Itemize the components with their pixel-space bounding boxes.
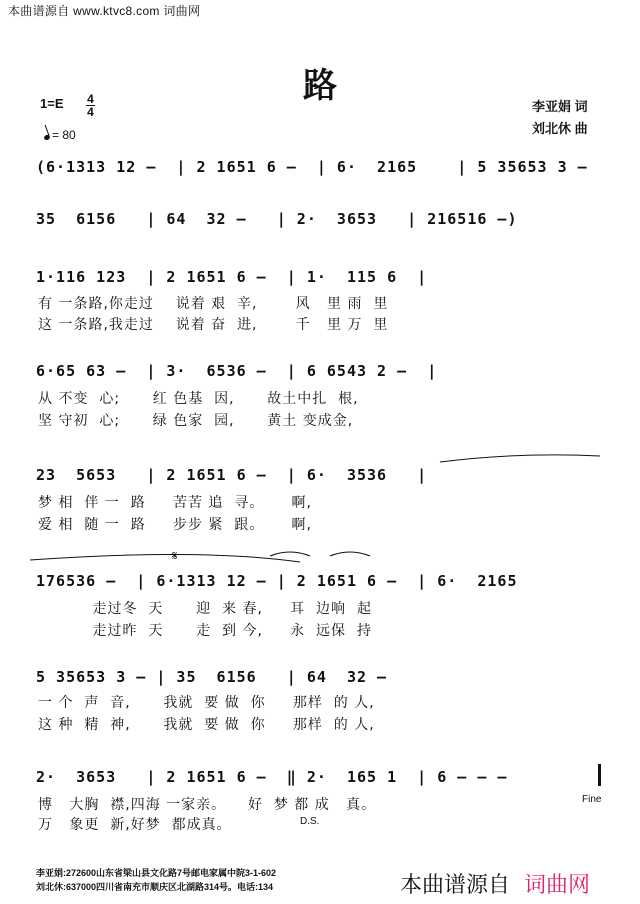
key-signature: 1=E [40,96,64,111]
watermark [400,868,590,899]
lyric-row-6-verse-1: 走过冬 天 迎 来 春, 耳 边响 起 [38,601,372,617]
tempo-value: = 80 [52,128,76,142]
fine-mark: Fine [582,794,602,805]
lyric-row-8-verse-1: 博 大胸 襟,四海 一家亲。 好 梦 都 成 真。 [38,797,377,813]
notation-row-2: 35 6156 | 64 32 – | 2· 3653 | 216516 –) [36,210,518,228]
time-top: 4 [87,92,94,106]
lyric-row-4-verse-2: 坚 守初 心; 绿 色家 园, 黄土 变成金, [38,413,354,429]
notation-row-7: 5 35653 3 – | 35 6156 | 64 32 – [36,668,388,686]
footer-lyricist-address: 李亚娟:272600山东省梁山县文化路7号邮电家属中院3-1-602 [36,868,277,878]
lyric-row-3-verse-2: 这 一条路,我走过 说着 奋 进, 千 里 万 里 [38,317,389,333]
lyric-row-5-verse-1: 梦 相 伴 一 路 苦苦 追 寻。 啊, [38,495,313,511]
notation-row-4: 6·65 63 – | 3· 6536 – | 6 6543 2 – | [36,362,438,380]
slur [330,552,370,556]
lyric-row-5-verse-2: 爱 相 随 一 路 步步 紧 跟。 啊, [38,517,313,533]
slur [270,552,310,556]
lyric-row-4-verse-1: 从 不变 心; 红 色基 因, 故土中扎 根, [38,391,359,407]
notation-row-5: 23 5653 | 2 1651 6 – | 6· 3536 | [36,466,428,484]
lyric-row-7-verse-2: 这 种 精 神, 我就 要 做 你 那样 的 人, [38,717,375,733]
watermark-right: 词曲网 [524,873,591,898]
song-title: 路 [303,66,337,106]
footer-composer-address: 刘北休:637000四川省南充市顺庆区北湖路314号。电话:134 [36,882,274,892]
notation-row-1: (6·1313 12 – | 2 1651 6 – | 6· 2165 | 5 35653 3 – [36,158,588,176]
composer-credit: 刘北休 曲 [532,121,588,136]
lyric-row-7-verse-1: 一 个 声 音, 我就 要 做 你 那样 的 人, [38,695,375,711]
notation-row-3: 1·116 123 | 2 1651 6 – | 1· 115 6 | [36,268,428,286]
watermark-left: 本曲谱源自 [400,873,511,898]
lyric-row-8-verse-2: 万 象更 新,好梦 都成真。 [38,817,232,833]
site-header: 本曲谱源自 www.ktvc8.com 词曲网 [8,4,201,18]
notation-row-8: 2· 3653 | 2 1651 6 – ‖ 2· 165 1 | 6 – – – [36,768,508,786]
time-bottom: 4 [87,105,94,119]
slur [30,554,300,562]
segno-icon: 𝄋 [172,548,178,563]
lyric-row-3-verse-1: 有 一条路,你走过 说着 艰 辛, 风 里 雨 里 [38,296,389,312]
ds-mark: D.S. [300,816,320,827]
notation-row-6: 176536 – | 6·1313 12 – | 2 1651 6 – | 6· 2165 [36,572,518,590]
lyricist-credit: 李亚娟 词 [532,99,588,114]
slur [440,455,600,462]
lyric-row-6-verse-2: 走过昨 天 走 到 今, 永 远保 持 [38,623,372,639]
